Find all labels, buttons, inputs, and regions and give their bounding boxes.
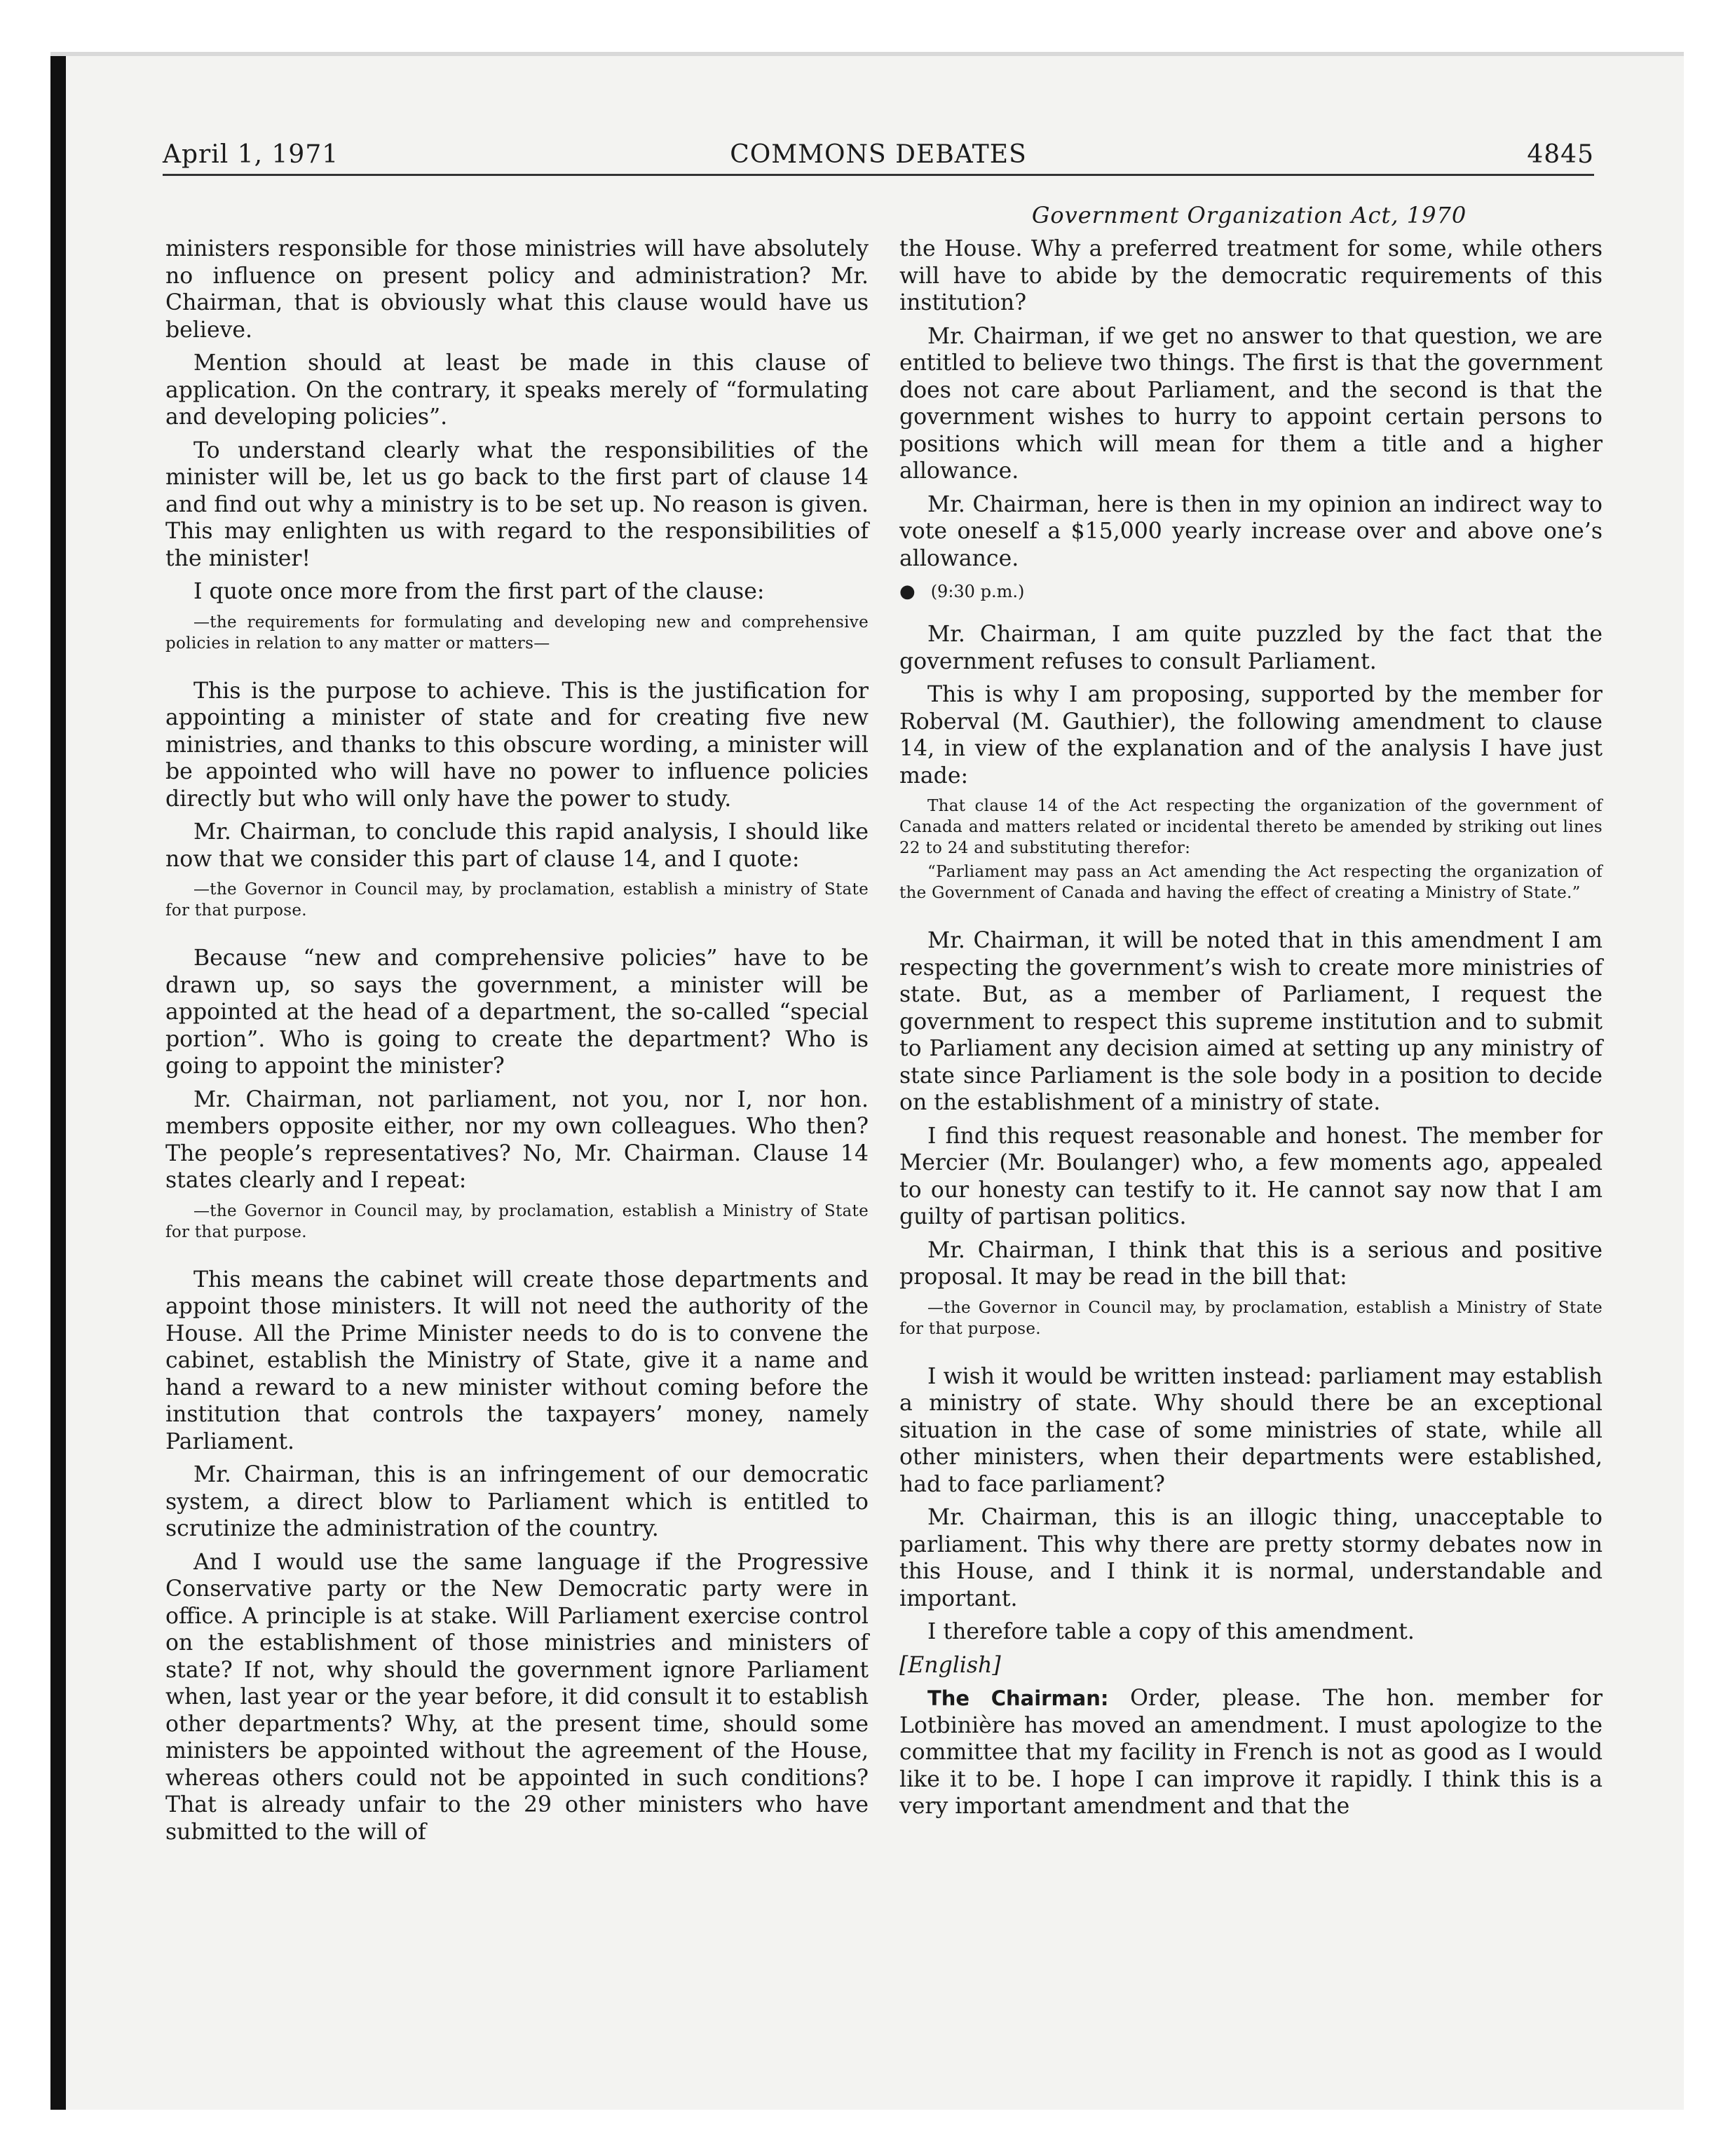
speaker-paragraph	[899, 1685, 1603, 1820]
language-tag: [English]	[899, 1652, 1001, 1678]
paragraph: I therefore table a copy of this amendment.	[927, 1619, 1415, 1644]
block-quote: —the Governor in Council may, by proclamation, establish a Ministry of State for that purpose.	[899, 1298, 1603, 1338]
paragraph: Mr. Chairman, if we get no answer to that question, we are entitled to believe two things. The first is that the government does not care about Parliament, and the second is that the government wishes to hurry to appoint certain persons to positions which will mean for them a title and a higher allowance.	[899, 323, 1603, 484]
block-quote: “Parliament may pass an Act amending the Act respecting the organization of the Government of Canada and having the effect of creating a Ministry of State.”	[899, 863, 1603, 902]
paragraph: the House. Why a preferred treatment for some, while others will have to abide by the democratic requirements of this institution?	[899, 236, 1603, 315]
bullet-icon: ●	[899, 581, 916, 602]
scan-border	[50, 52, 66, 2110]
left-column	[165, 236, 869, 1852]
paragraph: Mr. Chairman, I am quite puzzled by the fact that the government refuses to consult Parliament.	[899, 622, 1603, 674]
block-quote: —the requirements for formulating and developing new and comprehensive policies in relation to any matter or matters—	[165, 613, 869, 653]
block-quote: —the Governor in Council may, by proclamation, establish a ministry of State for that purpose.	[165, 880, 869, 920]
paragraph: I find this request reasonable and honest. The member for Mercier (Mr. Boulanger) who, a few moments ago, appealed to our honesty can testify to it. He cannot say now that I am guilty of partisan politics.	[899, 1123, 1603, 1229]
speaker-name: The Chairman:	[927, 1686, 1109, 1710]
paragraph: Mr. Chairman, not parliament, not you, nor I, nor hon. members opposite either, nor my own colleagues. Who then? The people’s representatives? No, Mr. Chairman. Clause 14 states clearly and I repeat:	[165, 1086, 869, 1193]
paragraph: This is the purpose to achieve. This is the justification for appointing a minister of state and for creating five new ministries, and thanks to this obscure wording, a minister will be appointed who will have no power to influence policies directly but who will only have the power to study.	[165, 678, 869, 812]
paragraph: Mr. Chairman, to conclude this rapid analysis, I should like now that we consider this part of clause 14, and I quote:	[165, 819, 869, 872]
paragraph: To understand clearly what the responsibilities of the minister will be, let us go back to the first part of clause 14 and find out why a ministry is to be set up. No reason is given. This may enlighten us with regard to the responsibilities of the minister!	[165, 437, 869, 571]
paragraph: I wish it would be written instead: parliament may establish a ministry of state. Why should there be an exceptional situation in the case of some ministries of state, while all other ministers, when their departments were established, had to face parliament?	[899, 1363, 1603, 1497]
header-date: April 1, 1971	[163, 140, 339, 169]
time-marker-text: (9:30 p.m.)	[930, 582, 1025, 601]
header-publication: COMMONS DEBATES	[730, 140, 1027, 169]
running-title: Government Organization Act, 1970	[1031, 202, 1467, 228]
paragraph: Mention should at least be made in this clause of application. On the contrary, it speaks merely of “formulating and developing policies”.	[165, 350, 869, 430]
paragraph: Mr. Chairman, it will be noted that in this amendment I am respecting the government’s wish to create more ministries of state. But, as a member of Parliament, I request the government to respect this supreme institution and to submit to Parliament any decision aimed at setting up any ministry of state since Parliament is the sole body in a position to decide on the establishment of a ministry of state.	[899, 928, 1603, 1115]
paragraph: I quote once more from the first part of the clause:	[193, 579, 765, 604]
paragraph: Mr. Chairman, this is an illogic thing, unacceptable to parliament. This why there are pretty stormy debates now in this House, and I think it is normal, understandable and important.	[899, 1505, 1603, 1611]
paragraph: This means the cabinet will create those departments and appoint those ministers. It will not need the authority of the House. All the Prime Minister needs to do is to convene the cabinet, establish the Ministry of State, give it a name and hand a reward to a new minister without coming before the institution that controls the taxpayers’ money, namely Parliament.	[165, 1267, 869, 1454]
paragraph: Mr. Chairman, I think that this is a serious and positive proposal. It may be read in the bill that:	[899, 1237, 1603, 1290]
right-column	[899, 236, 1603, 1827]
time-marker	[899, 580, 1603, 603]
paragraph: Because “new and comprehensive policies” have to be drawn up, so says the government, a minister will be appointed at the head of a department, the so-called “special portion”. Who is going to create the department? Who is going to appoint the minister?	[165, 946, 869, 1079]
paragraph: This is why I am proposing, supported by the member for Roberval (M. Gauthier), the following amendment to clause 14, in view of the explanation and of the analysis I have just made:	[899, 682, 1603, 789]
block-quote: That clause 14 of the Act respecting the organization of the government of Canada and matters related or incidental thereto be amended by striking out lines 22 to 24 and substituting therefor:	[899, 797, 1603, 857]
page-header	[163, 137, 1594, 176]
speaker-text: Order, please. The hon. member for Lotbinière has moved an amendment. I must apologize to the committee that my facility in French is not as good as I would like it to be. I hope I can improve it rapidly. I think this is a very important amendment and that the	[899, 1686, 1603, 1819]
header-page-number: 4845	[1527, 140, 1594, 169]
paragraph: Mr. Chairman, this is an infringement of our democratic system, a direct blow to Parliament which is entitled to scrutinize the administration of the country.	[165, 1462, 869, 1541]
paragraph: And I would use the same language if the Progressive Conservative party or the New Democratic party were in office. A principle is at stake. Will Parliament exercise control on the establishment of those ministries and ministers of state? If not, why should the government ignore Parliament when, last year or the year before, it did consult it to establish other departments? Why, at the present time, should some ministers be appointed without the agreement of the House, whereas others could not be appointed in such conditions? That is already unfair to the 29 other ministers who have submitted to the will of	[165, 1549, 869, 1845]
paragraph: Mr. Chairman, here is then in my opinion an indirect way to vote oneself a $15,000 yearly increase over and above one’s allowance.	[899, 491, 1603, 571]
block-quote: —the Governor in Council may, by proclamation, establish a Ministry of State for that purpose.	[165, 1201, 869, 1241]
paragraph: ministers responsible for those ministries will have absolutely no influence on present policy and administration? Mr. Chairman, that is obviously what this clause would have us believe.	[165, 236, 869, 343]
